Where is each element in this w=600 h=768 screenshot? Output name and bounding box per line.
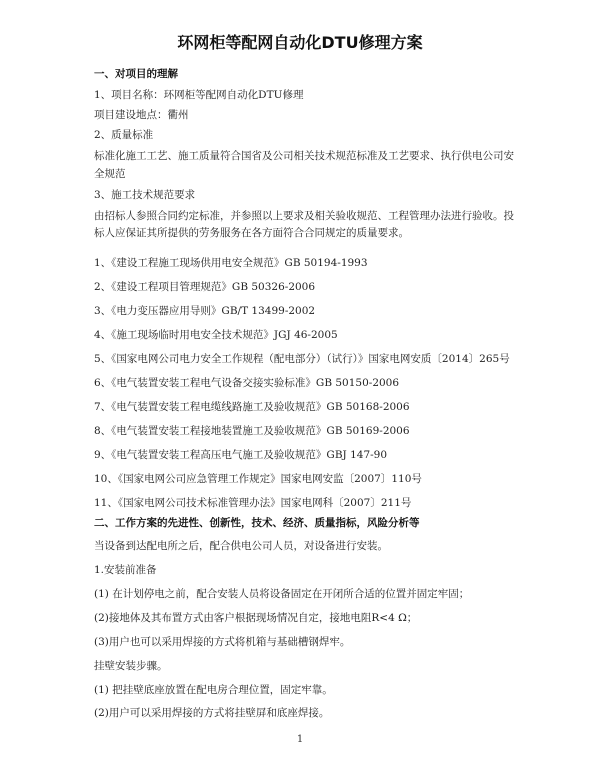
standard-item: 10、《国家电网公司应急管理工作规定》国家电网安监〔2007〕110号 xyxy=(94,473,422,485)
standard-item: 7、《电气装置安装工程电缆线路施工及验收规范》GB 50168-2006 xyxy=(94,401,410,413)
prep-item: (3)用户也可以采用焊接的方式将机箱与基础槽钢焊牢。 xyxy=(94,636,351,648)
project-name: 1、项目名称：环网柜等配网自动化DTU修理 xyxy=(94,89,304,101)
standard-item: 9、《电气装置安装工程高压电气施工及验收规范》GBJ 147-90 xyxy=(94,449,388,461)
tech-label: 3、施工技术规范要求 xyxy=(94,189,196,201)
standard-item: 3、《电力变压器应用导则》GB/T 13499-2002 xyxy=(94,305,316,317)
mount-label: 挂壁安装步骤。 xyxy=(94,660,168,672)
standard-item: 6、《电气装置安装工程电气设备交接实验标准》GB 50150-2006 xyxy=(94,377,400,389)
prep-item: (2)接地体及其布置方式由客户根据现场情况自定，接地电阻R<4 Ω； xyxy=(94,612,418,624)
quality-label: 2、质量标准 xyxy=(94,129,154,141)
section2-heading: 二、工作方案的先进性、创新性，技术、经济、质量指标，风险分析等 xyxy=(94,517,420,529)
standard-item: 1、《建设工程施工现场供用电安全规范》GB 50194-1993 xyxy=(94,257,368,269)
standard-item: 5、《国家电网公司电力安全工作规程（配电部分）（试行）》国家电网安质〔2014〕265号 xyxy=(94,353,510,365)
standard-item: 4、《施工现场临时用电安全技术规范》JGJ 46-2005 xyxy=(94,329,338,341)
standard-item: 2、《建设工程项目管理规范》GB 50326-2006 xyxy=(94,281,316,293)
mount-item: (2)用户可以采用焊接的方式将挂壁屏和底座焊接。 xyxy=(94,707,330,719)
section2-intro: 当设备到达配电所之后，配合供电公司人员，对设备进行安装。 xyxy=(94,540,388,552)
standard-item: 8、《电气装置安装工程接地装置施工及验收规范》GB 50169-2006 xyxy=(94,425,410,437)
quality-text: 标准化施工工艺、施工质量符合国省及公司相关技术规范标准及工艺要求、执行供电公司安全规范 xyxy=(94,150,514,180)
page-title: 环网柜等配网自动化DTU修理方案 xyxy=(177,33,423,52)
prep-item: (1) 在计划停电之前，配合安装人员将设备固定在开闭所合适的位置并固定牢固； xyxy=(94,588,470,600)
mount-item: (1) 把挂壁底座放置在配电房合理位置，固定牢靠。 xyxy=(94,684,333,696)
project-location: 项目建设地点：衢州 xyxy=(94,109,189,121)
standard-item: 11、《国家电网公司技术标准管理办法》国家电网科〔2007〕211号 xyxy=(94,497,412,509)
page-number: 1 xyxy=(296,734,304,745)
section1-heading: 一、对项目的理解 xyxy=(94,68,178,80)
prep-label: 1.安装前准备 xyxy=(94,564,157,576)
tech-text: 由招标人参照合同约定标准，并参照以上要求及相关验收规范、工程管理办法进行验收。投标人应保证其所提供的劳务服务在各方面符合合同规定的质量要求。 xyxy=(94,210,514,239)
